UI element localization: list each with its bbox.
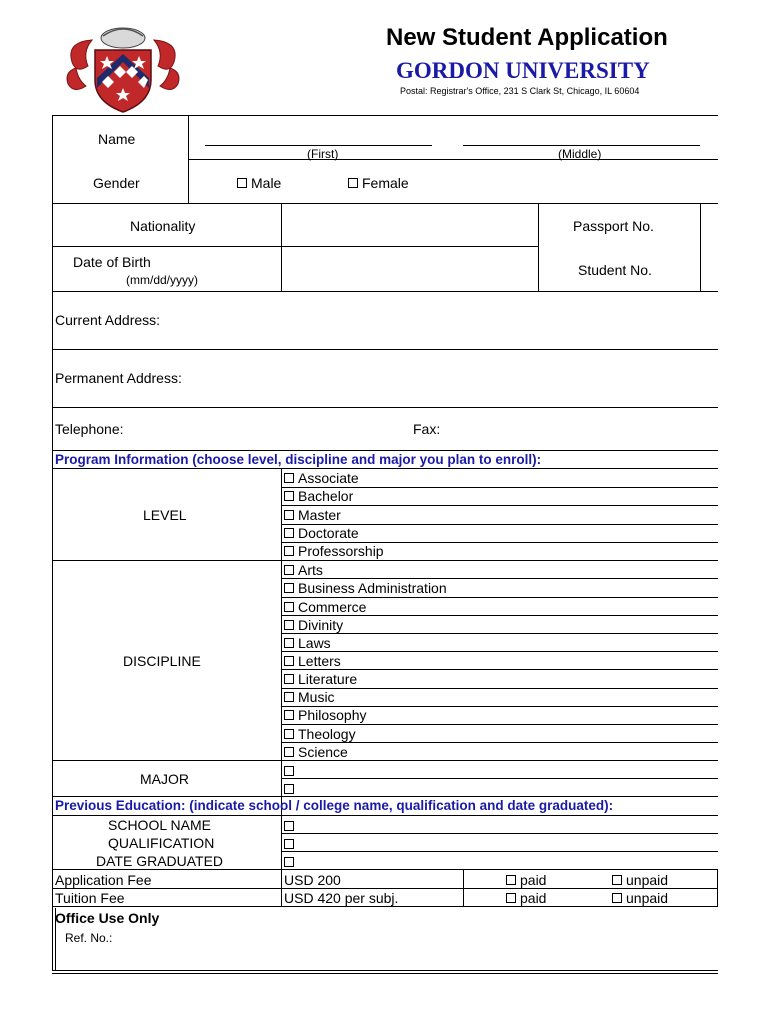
row-line (281, 706, 718, 707)
checkbox[interactable] (284, 729, 294, 739)
discipline-option[interactable] (284, 726, 356, 742)
level-option-label: Bachelor (298, 488, 354, 504)
date-graduated-label: DATE GRADUATED (96, 853, 224, 869)
nationality-divider-2 (538, 203, 539, 291)
paid-option[interactable] (506, 872, 546, 888)
telephone-label: Telephone: (55, 421, 124, 437)
discipline-option-label: Philosophy (298, 707, 367, 723)
telephone-bottom (52, 450, 718, 451)
row-line (281, 597, 718, 598)
checkbox[interactable] (506, 875, 516, 885)
checkbox[interactable] (612, 893, 622, 903)
major-bottom (52, 796, 718, 797)
checkbox[interactable] (284, 692, 294, 702)
discipline-option[interactable] (284, 599, 366, 615)
checkbox[interactable] (284, 839, 294, 849)
unpaid-label: unpaid (626, 890, 669, 906)
discipline-option-label: Music (298, 689, 335, 705)
student-no-input[interactable] (701, 247, 717, 290)
middle-name-caption: (Middle) (558, 147, 602, 161)
discipline-option[interactable] (284, 653, 341, 669)
discipline-option-label: Literature (298, 671, 358, 687)
level-option[interactable] (284, 470, 359, 486)
level-option-label: Associate (298, 470, 359, 486)
fee-label: Tuition Fee (55, 890, 125, 906)
female-checkbox[interactable] (348, 178, 358, 188)
school-name-label: SCHOOL NAME (108, 817, 211, 833)
first-name-caption: (First) (307, 147, 339, 161)
form-top-border (52, 115, 718, 116)
education-bottom (52, 869, 718, 870)
checkbox[interactable] (284, 473, 294, 483)
male-option[interactable] (237, 175, 281, 191)
passport-label: Passport No. (573, 218, 654, 234)
office-use-heading: Office Use Only (55, 910, 160, 926)
row-line (281, 851, 718, 852)
gender-label: Gender (93, 175, 140, 191)
permanent-address-label: Permanent Address: (55, 370, 182, 386)
fee-label: Application Fee (55, 872, 152, 888)
dob-label: Date of Birth (73, 254, 151, 270)
office-inner-left (55, 908, 56, 970)
paid-label: paid (520, 872, 547, 888)
row-line (281, 524, 718, 525)
discipline-option-label: Theology (298, 726, 356, 742)
female-option[interactable] (348, 175, 409, 191)
discipline-label: DISCIPLINE (123, 653, 201, 669)
level-option-label: Professorship (298, 543, 384, 559)
university-crest (62, 22, 184, 114)
program-heading: Program Information (choose level, discipline and major you plan to enroll): (55, 452, 542, 467)
nationality-input[interactable] (282, 204, 537, 245)
discipline-option-label: Laws (298, 635, 331, 651)
current-address-bottom (52, 349, 718, 350)
student-no-label: Student No. (578, 262, 652, 278)
checkbox[interactable] (284, 656, 294, 666)
checkbox[interactable] (284, 674, 294, 684)
discipline-option-label: Science (298, 744, 348, 760)
row-line (281, 542, 718, 543)
row-line (281, 742, 718, 743)
checkbox[interactable] (284, 747, 294, 757)
checkbox[interactable] (506, 893, 516, 903)
major-checkbox[interactable] (284, 784, 294, 794)
level-option-label: Doctorate (298, 525, 359, 541)
fee-amount: USD 420 per subj. (284, 890, 399, 906)
dob-input[interactable] (282, 247, 537, 290)
discipline-option[interactable] (284, 744, 348, 760)
row-line (281, 669, 718, 670)
nationality-label: Nationality (130, 218, 196, 234)
checkbox[interactable] (284, 510, 294, 520)
checkbox[interactable] (284, 638, 294, 648)
row-line (281, 487, 718, 488)
discipline-option[interactable] (284, 689, 335, 705)
major-label: MAJOR (140, 771, 189, 787)
program-heading-bottom (52, 468, 718, 469)
discipline-option[interactable] (284, 580, 447, 596)
form-left-border (52, 115, 53, 970)
checkbox[interactable] (284, 821, 294, 831)
checkbox[interactable] (612, 875, 622, 885)
discipline-option[interactable] (284, 562, 323, 578)
dob-format: (mm/dd/yyyy) (126, 273, 198, 287)
checkbox[interactable] (284, 528, 294, 538)
name-label: Name (98, 131, 136, 147)
row-line (281, 578, 718, 579)
discipline-option-label: Business Administration (298, 580, 447, 596)
row-line (281, 615, 718, 616)
discipline-option[interactable] (284, 617, 343, 633)
discipline-bottom (52, 760, 718, 761)
row-line (281, 633, 718, 634)
level-option[interactable] (284, 525, 359, 541)
education-heading: Previous Education: (indicate school / college name, qualification and date graduated): (55, 798, 614, 813)
discipline-option-label: Commerce (298, 599, 367, 615)
current-address-label: Current Address: (55, 312, 161, 328)
program-column-divider (281, 468, 282, 906)
discipline-option-label: Arts (298, 562, 323, 578)
university-name: GORDON UNIVERSITY (396, 58, 650, 83)
unpaid-label: unpaid (626, 872, 669, 888)
level-option-label: Master (298, 507, 341, 523)
education-heading-bottom (52, 815, 718, 816)
checkbox[interactable] (284, 583, 294, 593)
fees-row-line (52, 888, 718, 889)
paid-option[interactable] (506, 890, 546, 906)
level-option[interactable] (284, 543, 384, 559)
checkbox[interactable] (284, 857, 294, 867)
row-line (281, 688, 718, 689)
male-label: Male (251, 175, 282, 191)
passport-input[interactable] (701, 204, 717, 245)
discipline-option[interactable] (284, 707, 367, 723)
checkbox[interactable] (284, 620, 294, 630)
row-line (281, 724, 718, 725)
paid-label: paid (520, 890, 547, 906)
unpaid-option[interactable] (612, 872, 668, 888)
discipline-option-label: Divinity (298, 617, 344, 633)
name-row-bottom (188, 159, 718, 160)
checkbox[interactable] (284, 565, 294, 575)
row-line (281, 505, 718, 506)
unpaid-option[interactable] (612, 890, 668, 906)
checkbox[interactable] (284, 491, 294, 501)
office-bottom-double (52, 973, 718, 974)
checkbox[interactable] (284, 546, 294, 556)
qualification-label: QUALIFICATION (108, 835, 215, 851)
fax-label: Fax: (413, 421, 441, 437)
fee-amount: USD 200 (284, 872, 341, 888)
row-line (281, 651, 718, 652)
discipline-option[interactable] (284, 635, 331, 651)
dob-row-bottom (52, 291, 718, 292)
level-option[interactable] (284, 507, 341, 523)
discipline-option[interactable] (284, 671, 357, 687)
level-label: LEVEL (143, 507, 187, 523)
ref-no-label: Ref. No.: (65, 931, 113, 945)
male-checkbox[interactable] (237, 178, 247, 188)
postal-address: Postal: Registrar's Office, 231 S Clark St, Chicago, IL 60604 (400, 86, 640, 96)
page-title: New Student Application (386, 24, 668, 51)
row-line (281, 833, 718, 834)
discipline-option-label: Letters (298, 653, 341, 669)
level-bottom (52, 560, 718, 561)
office-bottom (52, 970, 718, 971)
major-checkbox[interactable] (284, 766, 294, 776)
female-label: Female (362, 175, 409, 191)
permanent-address-bottom (52, 407, 718, 408)
fees-bottom (52, 906, 718, 907)
checkbox[interactable] (284, 710, 294, 720)
row-line (281, 778, 718, 779)
level-option[interactable] (284, 488, 353, 504)
checkbox[interactable] (284, 602, 294, 612)
